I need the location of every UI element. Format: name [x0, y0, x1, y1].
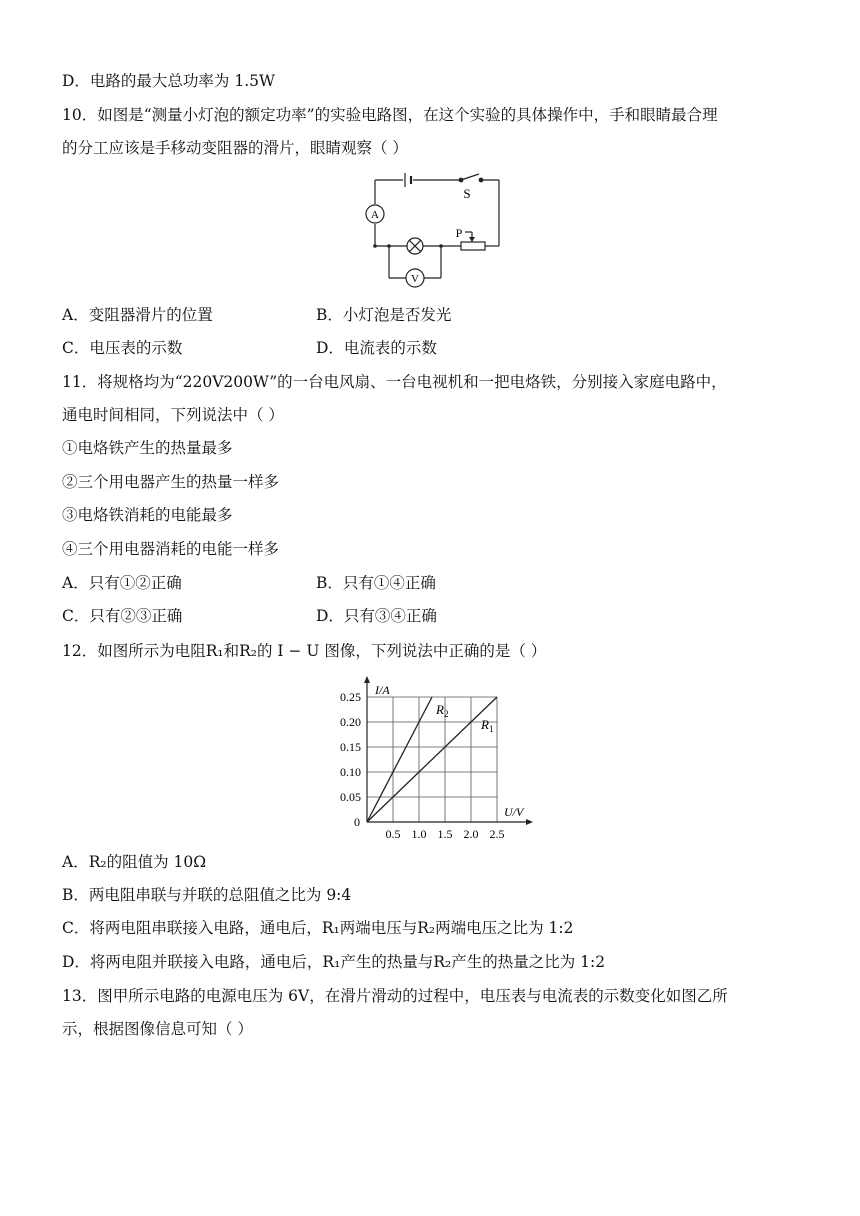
q11-statement-4: ④三个用电器消耗的电能一样多	[62, 540, 280, 558]
origin-label: 0	[354, 815, 360, 829]
q10-circuit-diagram	[355, 166, 515, 292]
q13-stem-line1: 13．图甲所示电路的电源电压为 6V，在滑片滑动的过程中，电压表与电流表的示数变化如图乙所	[62, 987, 728, 1005]
q10-option-d: D．电流表的示数	[316, 339, 437, 357]
q11-stem-line2: 通电时间相同，下列说法中（ ）	[62, 406, 284, 424]
x-axis-label: U/V	[504, 805, 524, 819]
series-line-r1	[367, 697, 497, 822]
q11-option-c: C．只有②③正确	[62, 607, 183, 625]
switch-blade	[461, 174, 479, 180]
y-tick-label: 0.05	[340, 790, 361, 804]
q11-stem-line1: 11．将规格均为“220V200W”的一台电风扇、一台电视机和一把电烙铁，分别接入家庭电路中，	[62, 373, 727, 391]
q10-stem-line2: 的分工应该是手移动变阻器的滑片，眼睛观察（ ）	[62, 139, 408, 157]
q12-option-a: A．R₂的阻值为 10Ω	[62, 853, 207, 871]
q11-option-b: B．只有①④正确	[316, 574, 436, 592]
y-axis-label: I/A	[375, 683, 390, 697]
x-tick-label: 2.0	[463, 827, 479, 841]
switch-label: S	[463, 186, 471, 201]
q12-option-c: C．将两电阻串联接入电路，通电后，R₁两端电压与R₂两端电压之比为 1:2	[62, 919, 574, 937]
q12-stem: 12．如图所示为电阻R₁和R₂的 I − U 图像，下列说法中正确的是（ ）	[62, 642, 547, 660]
series-label-r1: $R_1$	[481, 717, 494, 734]
q11-option-d: D．只有③④正确	[316, 607, 437, 625]
x-tick-label: 0.5	[385, 827, 401, 841]
x-tick-label: 2.5	[489, 827, 505, 841]
q9-option-d: D．电路的最大总功率为 1.5W	[62, 72, 275, 90]
chart-axes	[364, 676, 533, 825]
rheostat-symbol	[461, 242, 485, 250]
y-tick-label: 0.10	[340, 765, 361, 779]
series-line-r2	[367, 697, 432, 822]
q11-option-a: A．只有①②正确	[62, 574, 182, 592]
y-tick-label: 0.25	[340, 690, 361, 704]
y-tick-label: 0.20	[340, 715, 361, 729]
q11-statement-3: ③电烙铁消耗的电能最多	[62, 506, 233, 524]
y-tick-label: 0.15	[340, 740, 361, 754]
series-label-r2: $R_2$	[436, 702, 449, 719]
q10-option-b: B．小灯泡是否发光	[316, 306, 452, 324]
q11-statement-2: ②三个用电器产生的热量一样多	[62, 473, 280, 491]
x-tick-label: 1.0	[411, 827, 427, 841]
x-tick-label: 1.5	[437, 827, 453, 841]
q10-stem-line1: 10．如图是“测量小灯泡的额定功率”的实验电路图，在这个实验的具体操作中，手和眼睛最合理	[62, 106, 718, 124]
q11-statement-1: ①电烙铁产生的热量最多	[62, 439, 233, 457]
ammeter-label: A	[371, 209, 379, 221]
q12-iu-chart	[322, 672, 542, 844]
voltmeter-label: V	[411, 273, 419, 285]
q12-option-d: D．将两电阻并联接入电路，通电后，R₁产生的热量与R₂产生的热量之比为 1:2	[62, 953, 606, 971]
q10-option-a: A．变阻器滑片的位置	[62, 306, 213, 324]
q10-option-c: C．电压表的示数	[62, 339, 183, 357]
q12-option-b: B．两电阻串联与并联的总阻值之比为 9:4	[62, 886, 352, 904]
slider-label: P	[455, 226, 463, 240]
q13-stem-line2: 示，根据图像信息可知（ ）	[62, 1020, 253, 1038]
